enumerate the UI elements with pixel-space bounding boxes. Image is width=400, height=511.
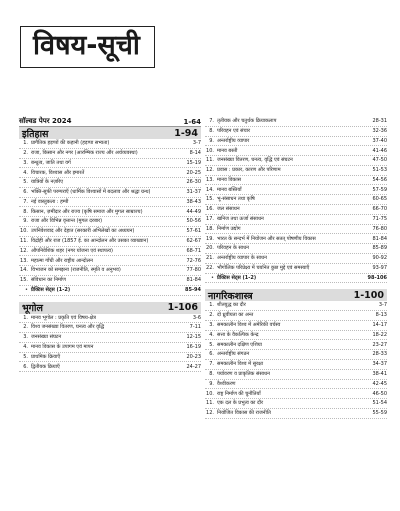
toc-entry-number: 6.: [23, 189, 28, 196]
toc-entry-title: राष्ट्र निर्माण की चुनौतियाँ: [217, 390, 261, 397]
toc-entry-title: राजा और विभिन्न वृत्तान्त (मुगल दरबार): [31, 218, 103, 225]
toc-entry-number: 22.: [206, 264, 214, 271]
toc-entry-title: बन्धुत्व, जाति तथा वर्ग: [31, 159, 71, 166]
toc-entry-pages: 66-70: [372, 206, 387, 213]
toc-entry: [205, 409, 387, 419]
toc-entry-pages: 23-27: [372, 341, 387, 348]
toc-entry-title: औपनिवेशिक शहर (नगर योजना एवं स्थापत्य): [31, 247, 113, 254]
toc-entry-number: 12.: [20, 247, 28, 254]
toc-entry-number: •: [25, 286, 28, 293]
solved-paper-label: सॉल्वड पेपर 2024: [19, 117, 72, 125]
toc-entry: [205, 195, 387, 205]
toc-entry: [205, 370, 387, 380]
toc-entry-title: परिवहन के साधन: [217, 245, 249, 252]
toc-entry: [19, 227, 201, 237]
toc-entry-pages: 42-45: [372, 380, 387, 387]
toc-entry: [205, 146, 387, 156]
toc-entry-number: 7.: [23, 198, 28, 205]
toc-entry-pages: 18-22: [372, 331, 387, 338]
toc-entry-pages: 7-11: [189, 324, 201, 331]
toc-entry-number: 2.: [23, 149, 28, 156]
toc-entry-title: समकालीन दक्षिण एशिया: [217, 341, 262, 348]
toc-entry: [19, 159, 201, 169]
toc-entry: [19, 217, 201, 227]
toc-entry: [205, 234, 387, 244]
toc-entry-number: 14.: [206, 186, 214, 193]
toc-entry-title: प्रवास : प्रकार, कारण और परिणाम: [217, 167, 281, 174]
toc-entry-title: मानव विकास: [217, 176, 242, 183]
toc-entry: [205, 176, 387, 186]
toc-entry-number: 2.: [209, 312, 214, 319]
toc-entry-title: अन्तर्राष्ट्रीय व्यापार के साधन: [217, 255, 267, 262]
toc-entry-number: 12.: [206, 410, 214, 417]
toc-entry-number: 6.: [209, 351, 214, 358]
civics-pages: 1-100: [353, 289, 384, 301]
toc-entry-title: शीतयुद्ध का दौर: [217, 302, 246, 309]
toc-entry-number: 7.: [209, 118, 214, 125]
toc-entry-pages: 62-67: [186, 238, 201, 244]
toc-entry-title: द्वितीयक क्रियाएँ: [31, 363, 60, 370]
toc-entry-title: किसान, ज़मींदार और राज्य (कृषि समाज और मुगल साम्राज्य): [31, 208, 143, 215]
toc-entry-number: 9.: [23, 218, 28, 225]
right-column: [205, 117, 387, 419]
toc-entry: [205, 274, 387, 284]
toc-entry-number: 1.: [23, 314, 28, 321]
toc-entry: [19, 353, 201, 363]
toc-entry-title: विभाजन को समझना (राजनीति, स्मृति व अनुभव): [31, 267, 121, 274]
toc-entry-title: भू-संसाधन तथा कृषि: [217, 196, 255, 203]
toc-entry-number: 3.: [23, 159, 28, 166]
toc-entry-pages: 51-53: [372, 167, 387, 174]
page-title: विषय-सूची: [20, 26, 155, 68]
toc-entry-title: समकालीन विश्व में सुरक्षा: [217, 361, 264, 368]
toc-entry-title: प्राथमिक क्रियाएँ: [31, 353, 61, 360]
toc-entry-pages: 55-59: [372, 410, 387, 417]
toc-entry-title: अन्तर्राष्ट्रीय संगठन: [217, 351, 250, 358]
toc-entry: [19, 362, 201, 372]
toc-entry: [19, 149, 201, 159]
toc-entry: [19, 286, 201, 296]
toc-entry-pages: 81-84: [372, 235, 387, 242]
toc-entry-number: 6.: [23, 363, 28, 370]
toc-entry-title: विद्रोही और राज (1857 ई. का आन्दोलन और उसका व्याख्यान): [31, 238, 149, 244]
toc-entry-title: अन्तर्राष्ट्रीय व्यापार: [217, 137, 250, 144]
toc-entry-pages: 77-80: [186, 267, 201, 274]
toc-entry-pages: 90-92: [372, 255, 387, 262]
toc-entry: [205, 137, 387, 147]
toc-entry-number: 19.: [206, 235, 214, 242]
toc-entry: [205, 350, 387, 360]
toc-entry-number: 8.: [209, 127, 214, 134]
toc-entry-pages: 20-25: [186, 169, 201, 176]
toc-entry-title: जनसंख्या संघटन: [31, 334, 62, 341]
toc-entry-number: 1.: [209, 302, 214, 309]
toc-entry: [205, 215, 387, 225]
toc-entry: [19, 323, 201, 333]
toc-entry: [205, 244, 387, 254]
toc-entry: [205, 360, 387, 370]
toc-entry-pages: 85-94: [185, 286, 201, 293]
toc-entry-number: 11.: [206, 157, 214, 164]
toc-entry-title: भौगोलिक परिप्रेक्ष्य में चयनित कुछ मुद्दे एवं समस्याएँ: [217, 264, 310, 271]
toc-entry: [205, 340, 387, 350]
solved-paper-header: [19, 117, 201, 127]
toc-entry: [19, 256, 201, 266]
geography-list: [19, 314, 201, 373]
toc-entry-pages: 72-76: [186, 257, 201, 264]
toc-entry-number: 12.: [206, 167, 214, 174]
toc-entry-number: 17.: [206, 216, 214, 222]
toc-entry: [19, 207, 201, 217]
toc-entry-number: 3.: [23, 334, 28, 341]
toc-entry-title: यात्रियों के नज़रिए: [31, 179, 64, 186]
toc-entry: [205, 311, 387, 321]
toc-entry-pages: 28-33: [372, 351, 387, 358]
toc-entry: [205, 331, 387, 341]
toc-entry-number: 18.: [206, 225, 214, 232]
toc-entry-pages: 14-17: [372, 322, 387, 329]
toc-entry: [19, 314, 201, 324]
toc-entry-title: परिवहन एवं संचार: [217, 127, 251, 134]
toc-entry: [205, 156, 387, 166]
toc-entry-number: 10.: [206, 147, 214, 154]
toc-entry-number: 15.: [20, 277, 28, 284]
toc-entry-pages: 34-37: [372, 361, 387, 368]
toc-entry-title: प्रागैतिक हड़प्पों की कहानी (हड़प्पा सभ्यता): [31, 140, 110, 147]
toc-entry: [19, 168, 201, 178]
toc-entry-number: 4.: [209, 331, 214, 338]
solved-paper-pages: 1-64: [183, 117, 201, 126]
toc-entry-number: 21.: [206, 255, 214, 262]
toc-entry: [19, 276, 201, 286]
toc-entry-pages: 68-71: [186, 247, 201, 254]
toc-entry: [205, 264, 387, 274]
toc-entry-number: 16.: [206, 206, 214, 213]
toc-entry: [205, 254, 387, 264]
toc-entry-pages: 8-14: [189, 149, 201, 156]
toc-entry-number: 15.: [206, 196, 214, 203]
toc-entry-pages: 93-97: [372, 264, 387, 271]
toc-entry: [19, 343, 201, 353]
toc-entry-pages: 38-43: [186, 198, 201, 205]
toc-entry-number: 9.: [209, 137, 214, 144]
toc-entry-number: 3.: [209, 322, 214, 329]
toc-entry-number: 2.: [23, 324, 28, 331]
toc-entry-pages: 26-30: [186, 179, 201, 186]
toc-entry-title: समकालीन विश्व में अमेरिकी वर्चस्व: [217, 322, 281, 329]
toc-entry-title: सत्ता के वैकल्पिक केन्द्र: [217, 331, 259, 338]
toc-entry-pages: 60-65: [372, 196, 387, 203]
toc-entry-title: भारत के सन्दर्भ में नियोजन और सतत् पोषणीय विकास: [217, 235, 316, 242]
toc-entry-title: प्रैक्टिस सेट्स (1-2): [31, 286, 71, 293]
geography-continued-list: [205, 117, 387, 283]
toc-entry-title: राजा, किसान और नगर (आरम्भिक राज्य और अर्थव्यवस्था): [31, 149, 138, 156]
toc-entry-number: 8.: [209, 370, 214, 377]
toc-entry-pages: 31-37: [186, 189, 201, 196]
toc-entry-number: 8.: [23, 208, 28, 215]
toc-entry-pages: 76-80: [372, 225, 387, 232]
civics-list: [205, 301, 387, 418]
toc-entry-title: मानव बस्तियाँ: [217, 186, 242, 193]
left-column: [19, 117, 201, 372]
toc-entry-number: 9.: [209, 380, 214, 387]
toc-entry-title: जल संसाधन: [217, 206, 240, 213]
toc-entry: [19, 198, 201, 208]
toc-entry-title: महात्मा गाँधी और राष्ट्रीय आन्दोलन: [31, 257, 93, 264]
toc-entry-title: एक दल के प्रभुत्व का दौर: [217, 400, 264, 407]
toc-entry: [205, 389, 387, 399]
toc-entry-number: 4.: [23, 169, 28, 176]
toc-entry: [205, 225, 387, 235]
toc-entry-number: 5.: [209, 341, 214, 348]
toc-entry-number: 1.: [23, 140, 28, 147]
geography-label: भूगोल: [22, 303, 43, 314]
toc-entry-title: दो ध्रुवीयता का अन्त: [217, 312, 254, 319]
history-header: [19, 127, 201, 139]
toc-entry-pages: 51-54: [372, 400, 387, 407]
toc-entry-title: नियोजित विकास की राजनीति: [217, 410, 271, 417]
toc-entry-pages: 24-27: [186, 363, 201, 370]
toc-entry-pages: 41-46: [372, 147, 387, 154]
toc-entry: [205, 185, 387, 195]
toc-entry-pages: 3-7: [192, 140, 201, 147]
toc-entry-title: संविधान का निर्माण: [31, 277, 66, 284]
toc-entry-pages: 57-59: [372, 186, 387, 193]
toc-entry-pages: 37-40: [372, 137, 387, 144]
toc-entry-number: 7.: [209, 361, 214, 368]
toc-entry-pages: 20-23: [186, 353, 201, 360]
civics-header: [205, 289, 387, 301]
toc-entry-pages: 32-36: [372, 127, 387, 134]
toc-entry-number: 4.: [23, 344, 28, 351]
toc-entry-pages: 98-106: [367, 274, 387, 281]
toc-entry-number: 10.: [206, 390, 214, 397]
toc-entry-pages: 50-56: [186, 218, 201, 225]
geography-header: [19, 302, 201, 314]
title-wrap: [20, 26, 155, 68]
toc-entry: [205, 399, 387, 409]
toc-entry: [205, 166, 387, 176]
toc-entry: [19, 178, 201, 188]
toc-entry-pages: 16-19: [186, 344, 201, 351]
toc-entry: [19, 247, 201, 257]
toc-entry-title: मानव भूगोल : प्रकृति एवं विषय-क्षेत्र: [31, 314, 96, 321]
toc-entry-pages: 71-75: [372, 216, 387, 222]
toc-entry: [205, 301, 387, 311]
history-label: इतिहास: [22, 128, 49, 140]
toc-entry-number: 11.: [206, 400, 214, 407]
toc-entry-pages: 47-50: [372, 157, 387, 164]
history-pages: 1-94: [174, 127, 198, 139]
toc-entry-title: नई वास्तुकला : हम्पी: [31, 198, 69, 205]
toc-entry-title: पर्यावरण व प्राकृतिक संसाधन: [217, 370, 270, 377]
toc-entry: [19, 237, 201, 247]
history-list: [19, 139, 201, 296]
toc-entry: [19, 188, 201, 198]
toc-entry-number: 13.: [206, 176, 214, 183]
toc-entry-number: 14.: [20, 267, 28, 274]
toc-entry: [205, 205, 387, 215]
toc-entry: [19, 139, 201, 149]
toc-entry-pages: 46-50: [372, 390, 387, 397]
toc-entry-pages: 57-61: [186, 228, 201, 235]
toc-entry-number: 5.: [23, 353, 28, 360]
toc-entry-number: 13.: [20, 257, 28, 264]
toc-entry-title: जनसंख्या वितरण, घनत्व, वृद्धि एवं संघटन: [217, 157, 293, 164]
toc-entry-title: उपनिवेशवाद और देहात (सरकारी अभिलेखों का अध्ययन): [31, 228, 135, 235]
toc-entry-pages: 8-13: [375, 312, 387, 319]
toc-entry-number: •: [211, 274, 214, 281]
toc-entry-pages: 15-19: [186, 159, 201, 166]
toc-entry-number: 10.: [20, 228, 28, 235]
toc-entry-pages: 12-15: [186, 334, 201, 341]
toc-entry: [205, 380, 387, 390]
toc-entry-number: 20.: [206, 245, 214, 252]
toc-entry-title: भक्ति-सूफी परम्पराएँ (धार्मिक विश्वासों में बदलाव और श्रद्धा ग्रन्थ): [31, 189, 151, 196]
toc-entry-pages: 81-84: [186, 277, 201, 284]
toc-entry-title: मानव विकास के उपागम एवं मापन: [31, 344, 94, 351]
toc-entry: [205, 127, 387, 137]
toc-entry: [19, 266, 201, 276]
toc-entry-title: विचारक, विश्वास और इमारतें: [31, 169, 85, 176]
civics-label: नागरिकशास्त्र: [208, 290, 253, 302]
toc-entry-number: 11.: [20, 238, 28, 244]
toc-entry-title: वैश्वीकरण: [217, 380, 236, 387]
geography-pages: 1-106: [167, 302, 198, 313]
toc-entry-pages: 38-41: [372, 370, 387, 377]
toc-entry-title: विश्व जनसंख्या वितरण, घनत्व और वृद्धि: [31, 324, 105, 331]
toc-entry-pages: 28-31: [372, 118, 387, 125]
toc-entry-title: मानव बस्ती: [217, 147, 238, 154]
toc-entry-pages: 44-49: [186, 208, 201, 215]
toc-entry: [205, 321, 387, 331]
toc-entry-title: प्रैक्टिस सेट्स (1-2): [217, 274, 257, 281]
toc-entry-pages: 85-89: [372, 245, 387, 252]
toc-entry-pages: 54-56: [372, 176, 387, 183]
toc-entry: [205, 117, 387, 127]
toc-entry-title: खनिज तथा ऊर्जा संसाधन: [217, 216, 264, 222]
toc-entry: [19, 333, 201, 343]
toc-entry-title: निर्माण उद्योग: [217, 225, 241, 232]
toc-entry-number: 5.: [23, 179, 28, 186]
toc-entry-pages: 3-7: [378, 302, 387, 309]
toc-entry-title: तृतीयक और चतुर्थक क्रियाकलाप: [217, 118, 277, 125]
toc-entry-pages: 3-6: [192, 314, 201, 321]
